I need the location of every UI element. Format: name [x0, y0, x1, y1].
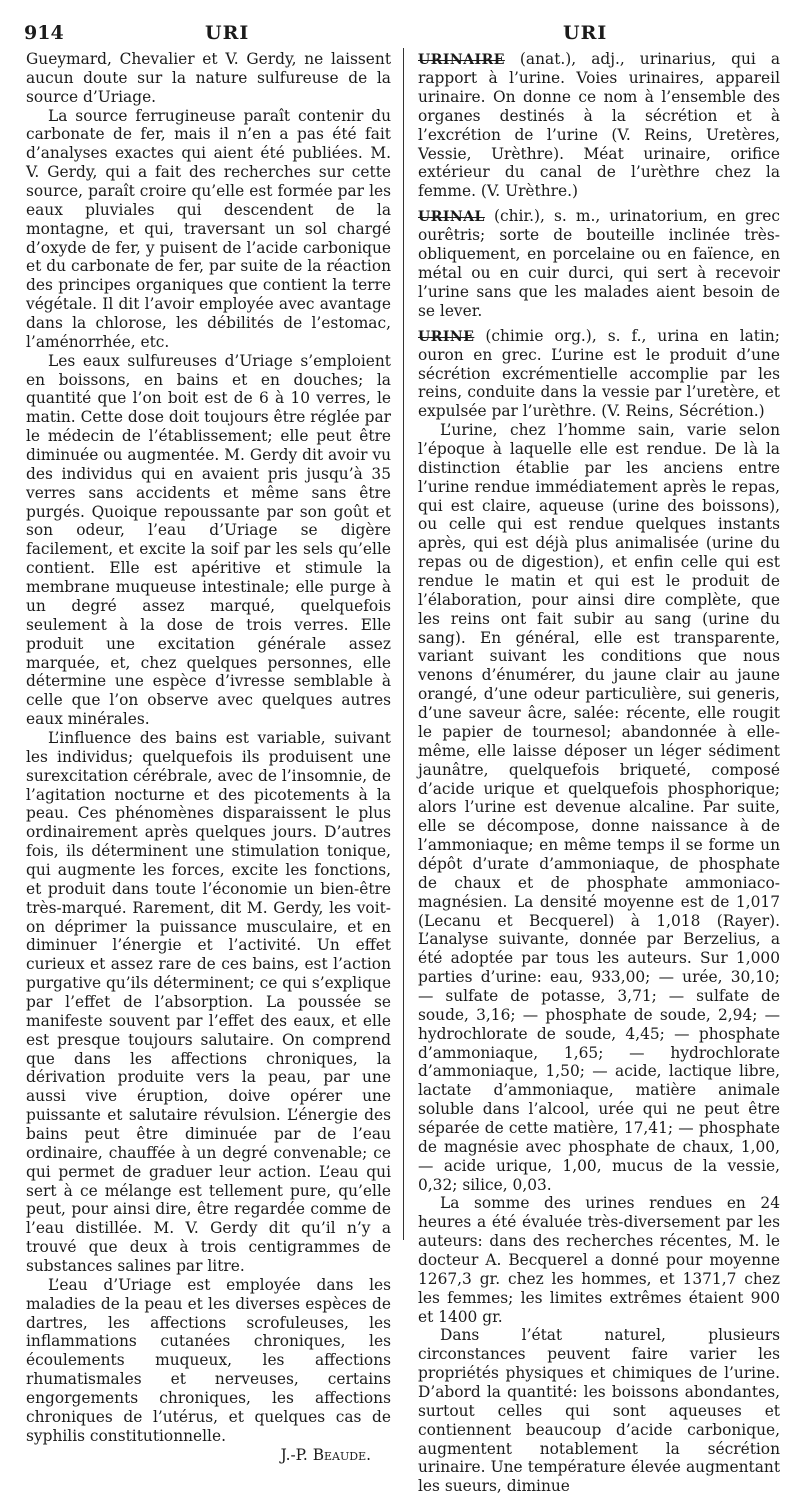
dictionary-entry-urinaire — [418, 50, 780, 201]
headword: URINE — [418, 328, 475, 345]
headword: URINAL — [418, 209, 485, 226]
author-signature — [26, 1446, 391, 1465]
page-header — [0, 8, 800, 48]
entry-text: (chimie org.), s. f., urina en latin; ouron en grec. L’urine est le produit d’une sécrétion excrémentielle accomplie par les reins, conduite dans la vessie par l’uretère, et expulsée par l’urèthre. (V. Reins, Sécrétion.) — [418, 326, 780, 421]
signature-text: J.-P. Beaude. — [280, 1445, 371, 1464]
page-number: 914 — [24, 22, 64, 44]
paragraph: Dans l’état naturel, plusieurs circonstances peuvent faire varier les propriétés physiques et chimiques de l’urine. D’abord la quantité: les boissons abondantes, surtout celles qui sont aqueuses et contiennent beaucoup d’acide carbonique, augmentent notablement la sécrétion urinaire. Une température élevée augmentant les sueurs, diminue — [418, 1326, 780, 1496]
paragraph: Les eaux sulfureuses d’Uriage s’emploient en boissons, en bains et en douches; la quantité que l’on boit est de 6 à 10 verres, le matin. Cette dose doit toujours être réglée par le médecin de l’établissement; elle peut être diminuée ou augmentée. M. Gerdy dit avoir vu des individus qui en avaient pris jusqu’à 35 verres sans accidents et même sans être purgés. Quoique repoussante par son goût et son odeur, l’eau d’Uriage se digère facilement, et excite la soif par les sels qu’elle contient. Elle est apéritive et stimule la membrane muqueuse intestinale; elle purge à un degré assez marqué, quelquefois seulement à la dose de trois verres. Elle produit une excitation générale assez marquée, et, chez quelques personnes, elle détermine une espèce d’ivresse semblable à celle que l’on observe avec quelques autres eaux minérales. — [26, 351, 391, 729]
entry-text: (anat.), adj., urinarius, qui a rapport à l’urine. Voies urinaires, appareil urinaire. On donne ce nom à l’ensemble des organes destinés à la sécrétion et à l’excrétion de l’urine (V. Reins, Uretères, Vessie, Urèthre). Méat urinaire, orifice extérieur du canal de l’urèthre chez la femme. (V. Urèthre.) — [418, 50, 780, 201]
paragraph: La somme des urines rendues en 24 heures a été évaluée très-diversement par les auteurs: dans des recherches récentes, M. le docteur A. Becquerel a donné pour moyenne 1267,3 gr. chez les hommes, et 1371,7 chez les femmes; les limites extrêmes étaient 900 et 1400 gr. — [418, 1194, 780, 1326]
dictionary-entry-urinal — [418, 207, 780, 320]
paragraph: L’influence des bains est variable, suivant les individus; quelquefois ils produisent une surexcitation cérébrale, avec de l’insomnie, de l’agitation nocturne et des picotements à la peau. Ces phénomènes disparaissent le plus ordinairement après quelques jours. D’autres fois, ils déterminent une stimulation tonique, qui augmente les forces, excite les fonctions, et produit dans toute l’économie un bien-être très-marqué. Rarement, dit M. Gerdy, les voit-on déprimer la puissance musculaire, et en diminuer l’énergie et l’activité. Un effet curieux et assez rare de ces bains, est l’action purgative qu’ils déterminent; ce qui s’explique par l’effet de l’absorption. La poussée se manifeste souvent par l’effet des eaux, et elle est presque toujours salutaire. On comprend que dans les affections chroniques, la dérivation produite vers la peau, par une aussi vive éruption, doive opérer une puissante et salutaire révulsion. L’énergie des bains peut être diminuée par de l’eau ordinaire, chauffée à un degré convenable; ce qui permet de graduer leur action. L’eau qui sert à ce mélange est tellement pure, qu’elle peut, pour ainsi dire, être regardée comme de l’eau distillée. M. V. Gerdy dit qu’il n’y a trouvé que deux à trois centigrammes de substances salines par litre. — [26, 728, 391, 1275]
running-head-right: URI — [563, 22, 608, 44]
entry-text: (chir.), s. m., urinatorium, en grec ourêtris; sorte de bouteille inclinée très-obliquement, en porcelaine ou en faïence, en métal ou en cuir durci, qui sert à recevoir l’urine sans que les malades aient besoin de se lever. — [418, 207, 780, 320]
paragraph: L’eau d’Uriage est employée dans les maladies de la peau et les diverses espèces de dartres, les affections scrofuleuses, les inflammations cutanées chroniques, les écoulements muqueux, les affections rhumatismales et nerveuses, certains engorgements chroniques, les affections chroniques de l’utérus, et quelques cas de syphilis constitutionnelle. — [26, 1275, 391, 1445]
column-divider — [403, 48, 404, 1240]
dictionary-entry-urine — [418, 327, 780, 422]
right-column — [418, 50, 780, 1496]
paragraph: Gueymard, Chevalier et V. Gerdy, ne laissent aucun doute sur la nature sulfureuse de la source d’Uriage. — [26, 50, 391, 106]
paragraph: La source ferrugineuse paraît contenir du carbonate de fer, mais il n’en a pas été fait d’analyses exactes qui aient été publiées. M. V. Gerdy, qui a fait des recherches sur cette source, paraît croire qu’elle est formée par les eaux pluviales qui descendent de la montagne, et qui, traversant un sol chargé d’oxyde de fer, y puisent de l’acide carbonique et du carbonate de fer, par suite de la réaction des principes organiques que contient la terre végétale. Il dit l’avoir employée avec avantage dans la chlorose, les débilités de l’estomac, l’aménorrhée, etc. — [26, 106, 391, 351]
headword: URINAIRE — [418, 52, 505, 68]
running-head-left: URI — [205, 22, 250, 44]
paragraph: L’urine, chez l’homme sain, varie selon l’époque à laquelle elle est rendue. De là la distinction établie par les anciens entre l’urine rendue immédiatement après le repas, qui est claire, aqueuse (urine des boissons), ou celle qui est rendue quelques instants après, qui est déjà plus animalisée (urine du repas ou de digestion), et enfin celle qui est rendue le matin et qui est le produit de l’élaboration, pour ainsi dire complète, que les reins ont fait subir au sang (urine du sang). En général, elle est transparente, variant suivant les conditions que nous venons d’énumérer, du jaune clair au jaune orangé, d’une odeur particulière, sui generis, d’une saveur âcre, salée: récente, elle rougit le papier de tournesol; abandonnée à elle-même, elle laisse déposer un léger sédiment jaunâtre, quelquefois briqueté, composé d’acide urique et quelquefois phosphorique; alors l’urine est devenue alcaline. Par suite, elle se décompose, donne naissance à de l’ammoniaque; en même temps il se forme un dépôt d’urate d’ammoniaque, de phosphate de chaux et de phosphate ammoniaco-magnésien. La densité moyenne est de 1,017 (Lecanu et Becquerel) à 1,018 (Rayer). L’analyse suivante, donnée par Berzelius, a été adoptée par tous les auteurs. Sur 1,000 parties d’urine: eau, 933,00; — urée, 30,10; — sulfate de potasse, 3,71; — sulfate de soude, 3,16; — phosphate de soude, 2,94; — hydrochlorate de soude, 4,45; — phosphate d’ammoniaque, 1,65; — hydrochlorate d’ammoniaque, 1,50; — acide, lactique libre, lactate d’ammoniaque, matière animale soluble dans l’alcool, urée qui ne peut être séparée de cette matière, 17,41; — phosphate de magnésie avec phosphate de chaux, 1,00, — acide urique, 1,00, mucus de la vessie, 0,32; silice, 0,03. — [418, 421, 780, 1194]
left-column — [26, 50, 391, 1464]
